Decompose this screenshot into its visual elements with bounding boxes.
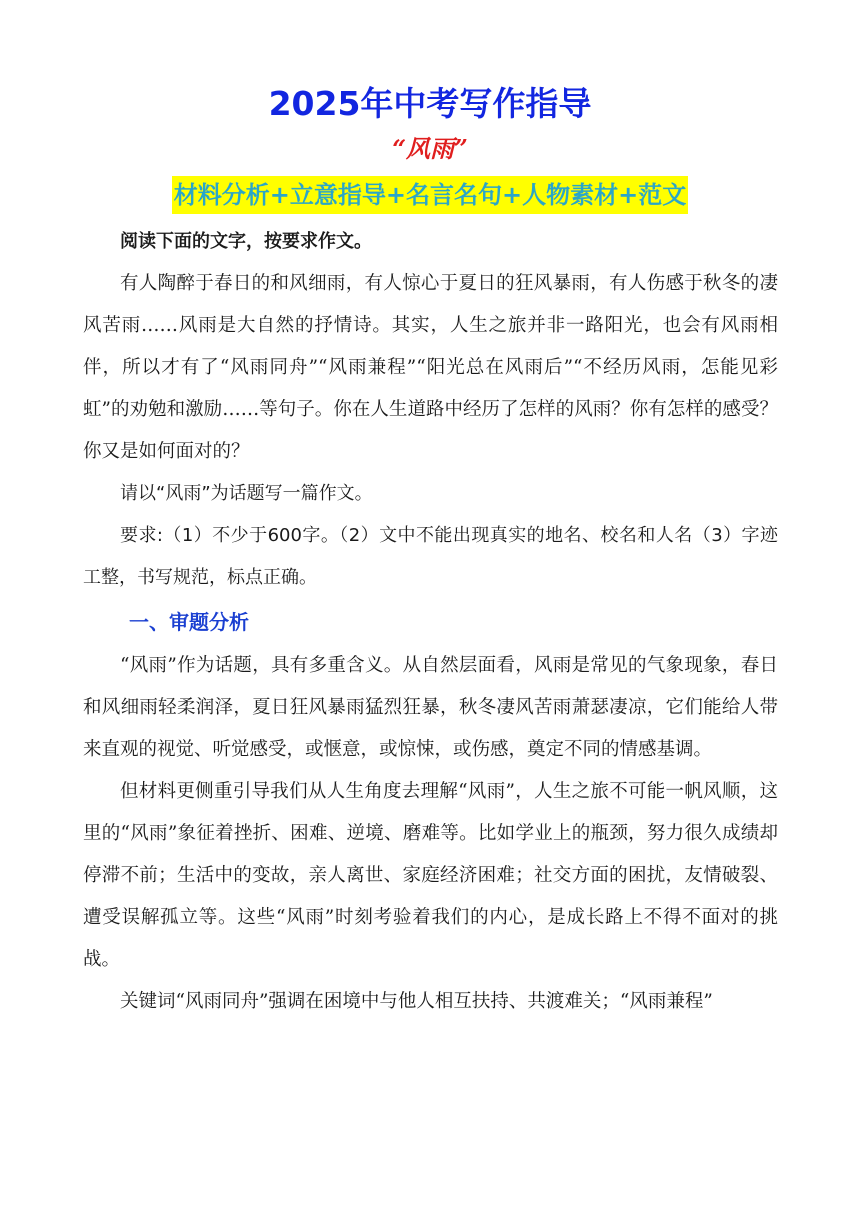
highlight-banner: 材料分析+立意指导+名言名句+人物素材+范文: [172, 176, 688, 214]
topic-subtitle: “风雨”: [392, 134, 468, 163]
analysis-paragraph-3: 关键词“风雨同舟”强调在困境中与他人相互扶持、共渡难关；“风雨兼程”: [120, 991, 713, 1012]
prompt-requirements: 要求:（1）不少于600字。（2）文中不能出现真实的地名、校名和人名（3）字迹工整，书写规范，标点正确。: [83, 525, 778, 588]
analysis-paragraph-1: “风雨”作为话题，具有多重含义。从自然层面看，风雨是常见的气象现象，春日和风细雨轻柔润泽，夏日狂风暴雨猛烈狂暴，秋冬凄风苦雨萧瑟凄凉，它们能给人带来直观的视觉、听觉感受，或惬意，或惊悚，或伤感，奠定不同的情感基调。: [83, 655, 778, 760]
prompt-task: 请以“风雨”为话题写一篇作文。: [120, 483, 373, 504]
analysis-paragraph-2: 但材料更侧重引导我们从人生角度去理解“风雨”，人生之旅不可能一帆风顺，这里的“风雨”象征着挫折、困难、逆境、磨难等。比如学业上的瓶颈，努力很久成绩却停滞不前；生活中的变故，亲人离世、家庭经济困难；社交方面的困扰，友情破裂、遭受误解孤立等。这些“风雨”时刻考验着我们的内心，是成长路上不得不面对的挑战。: [83, 781, 778, 970]
banner-container: [0, 176, 860, 214]
document-title: 2025年中考写作指导: [268, 84, 592, 123]
prompt-instruction: 阅读下面的文字，按要求作文。: [120, 231, 372, 252]
section-heading: 一、审题分析: [129, 610, 249, 634]
prompt-material: 有人陶醉于春日的和风细雨，有人惊心于夏日的狂风暴雨，有人伤感于秋冬的凄风苦雨……风雨是大自然的抒情诗。其实，人生之旅并非一路阳光，也会有风雨相伴，所以才有了“风雨同舟”“风雨兼程”“阳光总在风雨后”“不经历风雨，怎能见彩虹”的劝勉和激励……等句子。你在人生道路中经历了怎样的风雨？你有怎样的感受？你又是如何面对的？: [83, 273, 778, 462]
document-body: [83, 221, 778, 1023]
